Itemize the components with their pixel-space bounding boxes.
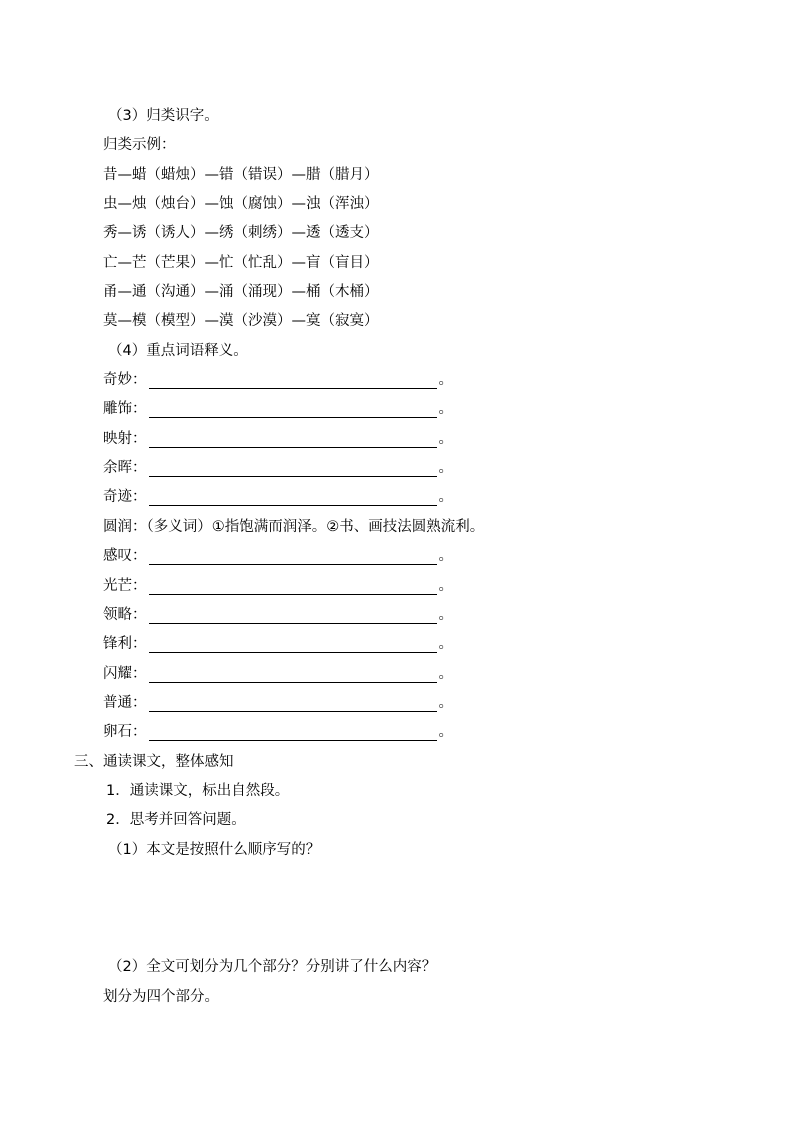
char-group-1: 昔—蜡（蜡烛）—错（错误）—腊（腊月） bbox=[103, 167, 379, 183]
example-label: 归类示例： bbox=[103, 137, 176, 153]
term-label: 闪耀： bbox=[103, 666, 147, 682]
term-row-guangmang bbox=[103, 576, 453, 596]
term-label: 奇迹： bbox=[103, 489, 147, 505]
term-row-qiji bbox=[103, 487, 453, 507]
term-end: 。 bbox=[438, 578, 453, 594]
term-label: 奇妙： bbox=[103, 372, 147, 388]
answer-blank[interactable] bbox=[149, 693, 437, 712]
term-row-yingshe bbox=[103, 429, 453, 449]
subsection-3-title: （3）归类识字。 bbox=[108, 108, 219, 124]
term-row-diaoshi bbox=[103, 399, 453, 419]
char-group-6: 莫—模（模型）—漠（沙漠）—寞（寂寞） bbox=[103, 313, 379, 329]
term-label: 感叹： bbox=[103, 548, 147, 564]
term-end: 。 bbox=[438, 695, 453, 711]
answer-blank[interactable] bbox=[149, 370, 437, 389]
section-heading-3: 三、通读课文，整体感知 bbox=[74, 754, 234, 770]
term-row-luanshi bbox=[103, 722, 453, 742]
term-label: 普通： bbox=[103, 695, 147, 711]
term-row-yuhui bbox=[103, 458, 453, 478]
char-group-2: 虫—烛（烛台）—蚀（腐蚀）—浊（浑浊） bbox=[103, 196, 379, 212]
question-2: （2）全文可划分为几个部分？分别讲了什么内容？ bbox=[108, 959, 437, 975]
term-label: 卵石： bbox=[103, 724, 147, 740]
term-end: 。 bbox=[438, 548, 453, 564]
answer-blank[interactable] bbox=[149, 605, 437, 624]
term-label: 映射： bbox=[103, 431, 147, 447]
term-label: 光芒： bbox=[103, 578, 147, 594]
term-end: 。 bbox=[438, 401, 453, 417]
term-row-linglue bbox=[103, 605, 453, 625]
char-group-5: 甬—通（沟通）—涌（涌现）—桶（木桶） bbox=[103, 284, 379, 300]
answer-blank[interactable] bbox=[149, 576, 437, 595]
answer-blank[interactable] bbox=[149, 399, 437, 418]
term-row-gantan bbox=[103, 546, 453, 566]
term-yuanrun-definition: 圆润：（多义词）①指饱满而润泽。②书、画技法圆熟流利。 bbox=[103, 519, 485, 535]
term-end: 。 bbox=[438, 431, 453, 447]
term-row-fengli bbox=[103, 634, 453, 654]
task-item-1: 1．通读课文，标出自然段。 bbox=[106, 783, 290, 799]
char-group-3: 秀—诱（诱人）—绣（刺绣）—透（透支） bbox=[103, 225, 379, 241]
term-end: 。 bbox=[438, 607, 453, 623]
term-end: 。 bbox=[438, 724, 453, 740]
term-end: 。 bbox=[438, 489, 453, 505]
term-end: 。 bbox=[438, 460, 453, 476]
term-label: 领略： bbox=[103, 607, 147, 623]
term-end: 。 bbox=[438, 666, 453, 682]
question-1: （1）本文是按照什么顺序写的？ bbox=[108, 842, 321, 858]
term-end: 。 bbox=[438, 636, 453, 652]
term-label: 雕饰： bbox=[103, 401, 147, 417]
term-end: 。 bbox=[438, 372, 453, 388]
char-group-4: 亡—芒（芒果）—忙（忙乱）—盲（盲目） bbox=[103, 255, 379, 271]
answer-blank[interactable] bbox=[149, 546, 437, 565]
task-item-2: 2．思考并回答问题。 bbox=[106, 812, 246, 828]
answer-blank[interactable] bbox=[149, 487, 437, 506]
term-row-putong bbox=[103, 693, 453, 713]
answer-blank[interactable] bbox=[149, 429, 437, 448]
answer-blank[interactable] bbox=[149, 722, 437, 741]
term-label: 锋利： bbox=[103, 636, 147, 652]
term-row-qimiao bbox=[103, 370, 453, 390]
question-2-answer: 划分为四个部分。 bbox=[103, 989, 219, 1005]
term-row-shanyao bbox=[103, 664, 453, 684]
term-label: 余晖： bbox=[103, 460, 147, 476]
answer-blank[interactable] bbox=[149, 634, 437, 653]
answer-blank[interactable] bbox=[149, 458, 437, 477]
subsection-4-title: （4）重点词语释义。 bbox=[108, 343, 248, 359]
answer-blank[interactable] bbox=[149, 664, 437, 683]
